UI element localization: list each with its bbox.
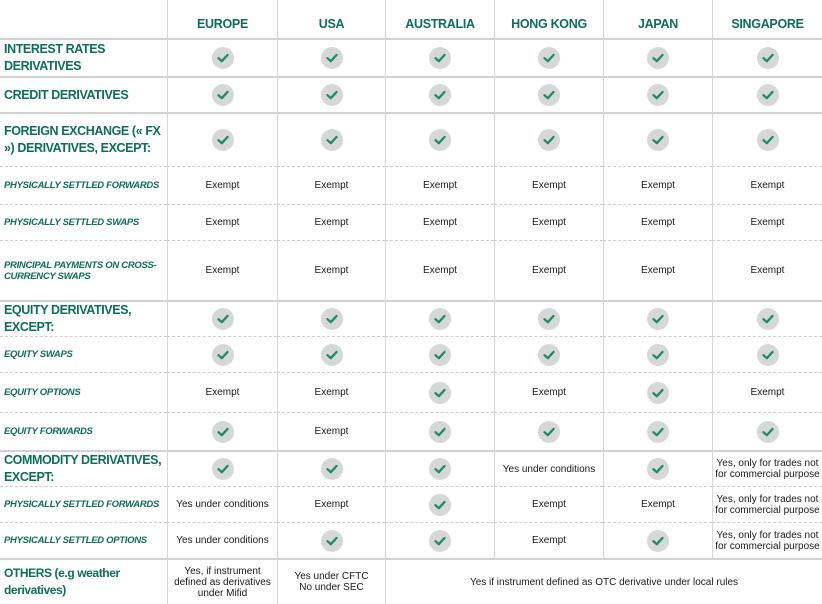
table-cell (167, 336, 277, 372)
table-cell (385, 336, 494, 372)
table-cell (167, 204, 277, 240)
check-icon (757, 47, 779, 69)
table-cell (277, 166, 385, 204)
check-icon (429, 129, 451, 151)
row-label: EQUITY DERIVATIVES, EXCEPT: (0, 300, 167, 336)
others-rest (385, 558, 822, 604)
table-cell (277, 522, 385, 558)
table-cell (603, 300, 712, 336)
cell-value: Exempt (205, 180, 240, 191)
table-cell (277, 412, 385, 450)
table-cell (385, 450, 494, 486)
table-cell (494, 166, 603, 204)
table-cell (167, 522, 277, 558)
header-corner (0, 0, 167, 38)
table-cell (494, 204, 603, 240)
cell-value: Exempt (423, 217, 457, 228)
check-icon (429, 308, 451, 330)
column-header: SINGAPORE (712, 0, 822, 38)
check-icon (647, 129, 669, 151)
check-icon (212, 47, 234, 69)
cell-value: Yes under conditions (176, 499, 269, 510)
cell-value: Exempt (314, 426, 349, 437)
table-cell (494, 112, 603, 166)
table-cell (712, 300, 822, 336)
table-cell (385, 166, 494, 204)
cell-value: Yes, only for trades not for commercial purpose (715, 458, 820, 480)
check-icon (647, 382, 669, 404)
check-icon (429, 84, 451, 106)
table-cell (277, 76, 385, 112)
table-cell (712, 204, 822, 240)
table-cell (712, 240, 822, 300)
check-icon (321, 129, 343, 151)
table-cell (603, 38, 712, 76)
cell-value: Exempt (532, 499, 566, 510)
table-cell (277, 240, 385, 300)
table-cell (277, 38, 385, 76)
table-cell (385, 38, 494, 76)
check-icon (538, 129, 560, 151)
table-cell (494, 522, 603, 558)
cell-value: Exempt (532, 180, 566, 191)
table-cell (712, 76, 822, 112)
check-icon (429, 530, 451, 552)
check-icon (321, 458, 343, 480)
row-label: EQUITY OPTIONS (0, 372, 167, 412)
cell-value: Exempt (641, 499, 675, 510)
others-europe (167, 558, 277, 604)
table-cell (712, 112, 822, 166)
row-label: EQUITY FORWARDS (0, 412, 167, 450)
cell-value: Exempt (750, 180, 785, 191)
cell-value: Yes if instrument defined as OTC derivative under local rules (469, 576, 739, 588)
table-cell (385, 412, 494, 450)
check-icon (321, 344, 343, 366)
cell-value: Exempt (314, 265, 349, 276)
check-icon (538, 47, 560, 69)
check-icon (647, 344, 669, 366)
column-header: AUSTRALIA (385, 0, 494, 38)
table-cell (277, 336, 385, 372)
cell-value: Yes, if instrument defined as derivatives under Mifid (174, 565, 271, 599)
table-cell (603, 76, 712, 112)
table-cell (494, 300, 603, 336)
row-label: EQUITY SWAPS (0, 336, 167, 372)
check-icon (647, 458, 669, 480)
table-cell (603, 336, 712, 372)
cell-value: Exempt (750, 217, 785, 228)
table-cell (277, 450, 385, 486)
table-cell (277, 300, 385, 336)
cell-value: Yes under conditions (502, 463, 596, 475)
table-cell (494, 240, 603, 300)
table-cell (385, 300, 494, 336)
cell-value: Exempt (532, 387, 566, 398)
cell-value: Exempt (750, 265, 785, 276)
table-cell (167, 240, 277, 300)
table-cell (603, 166, 712, 204)
check-icon (757, 84, 779, 106)
table-cell (603, 204, 712, 240)
cell-value: No under SEC (299, 582, 364, 593)
row-label: FOREIGN EXCHANGE (« FX ») DERIVATIVES, EXCEPT: (0, 112, 167, 166)
row-label: COMMODITY DERIVATIVES, EXCEPT: (0, 450, 167, 486)
table-cell (603, 486, 712, 522)
cell-value: Exempt (205, 265, 240, 276)
table-cell (167, 412, 277, 450)
column-header: HONG KONG (494, 0, 603, 38)
table-cell (712, 450, 822, 486)
cell-value: Exempt (532, 265, 566, 276)
row-label: CREDIT DERIVATIVES (0, 76, 167, 112)
row-label: PHYSICALLY SETTLED FORWARDS (0, 486, 167, 522)
table-cell (494, 336, 603, 372)
check-icon (429, 47, 451, 69)
table-cell (603, 522, 712, 558)
table-cell (167, 300, 277, 336)
table-cell (277, 372, 385, 412)
column-header: EUROPE (167, 0, 277, 38)
check-icon (212, 458, 234, 480)
table-cell (385, 240, 494, 300)
table-cell (712, 166, 822, 204)
check-icon (647, 421, 669, 443)
check-icon (429, 494, 451, 516)
table-cell (712, 412, 822, 450)
table-cell (494, 450, 603, 486)
table-cell (712, 486, 822, 522)
row-label: PHYSICALLY SETTLED FORWARDS (0, 166, 167, 204)
cell-value: Exempt (750, 387, 785, 398)
check-icon (757, 344, 779, 366)
check-icon (647, 530, 669, 552)
table-cell (494, 76, 603, 112)
table-cell (603, 450, 712, 486)
check-icon (321, 308, 343, 330)
cell-value: Exempt (532, 217, 566, 228)
table-cell (277, 112, 385, 166)
column-header: USA (277, 0, 385, 38)
table-cell (494, 412, 603, 450)
cell-value: Exempt (641, 217, 675, 228)
table-cell (712, 522, 822, 558)
check-icon (321, 530, 343, 552)
row-label: PHYSICALLY SETTLED OPTIONS (0, 522, 167, 558)
table-cell (603, 412, 712, 450)
table-cell (712, 372, 822, 412)
check-icon (757, 421, 779, 443)
cell-value: Exempt (641, 180, 675, 191)
table-cell (385, 522, 494, 558)
check-icon (429, 421, 451, 443)
table-cell (385, 112, 494, 166)
check-icon (212, 308, 234, 330)
cell-value: Exempt (314, 387, 349, 398)
row-label-others: OTHERS (e.g weather derivatives) (0, 558, 167, 604)
table-cell (167, 166, 277, 204)
check-icon (212, 84, 234, 106)
cell-value: Exempt (423, 265, 457, 276)
table-cell (167, 372, 277, 412)
table-cell (385, 76, 494, 112)
check-icon (429, 382, 451, 404)
check-icon (757, 308, 779, 330)
table-cell (603, 112, 712, 166)
table-cell (167, 38, 277, 76)
check-icon (538, 421, 560, 443)
row-label: PHYSICALLY SETTLED SWAPS (0, 204, 167, 240)
table-cell (494, 38, 603, 76)
check-icon (212, 421, 234, 443)
cell-value: Exempt (205, 387, 240, 398)
table-cell (712, 336, 822, 372)
table-cell (385, 204, 494, 240)
table-cell (603, 372, 712, 412)
cell-value: Exempt (314, 499, 349, 510)
check-icon (647, 308, 669, 330)
table-cell (167, 450, 277, 486)
cell-value: Exempt (314, 217, 349, 228)
table-cell (603, 240, 712, 300)
column-header: JAPAN (603, 0, 712, 38)
cell-value: Exempt (641, 265, 675, 276)
check-icon (538, 344, 560, 366)
check-icon (321, 47, 343, 69)
others-usa (277, 558, 385, 604)
check-icon (212, 129, 234, 151)
table-cell (712, 38, 822, 76)
table-cell (167, 486, 277, 522)
row-label: INTEREST RATES DERIVATIVES (0, 38, 167, 76)
check-icon (321, 84, 343, 106)
table-cell (385, 372, 494, 412)
table-cell (167, 112, 277, 166)
table-cell (277, 204, 385, 240)
check-icon (538, 84, 560, 106)
cell-value: Exempt (314, 180, 349, 191)
table-cell (385, 486, 494, 522)
check-icon (647, 84, 669, 106)
table-cell (277, 486, 385, 522)
check-icon (429, 458, 451, 480)
check-icon (212, 344, 234, 366)
cell-value: Exempt (205, 217, 240, 228)
check-icon (757, 129, 779, 151)
row-label: PRINCIPAL PAYMENTS ON CROSS-CURRENCY SWAPS (0, 240, 167, 300)
check-icon (429, 344, 451, 366)
check-icon (538, 308, 560, 330)
check-icon (647, 47, 669, 69)
cell-value: Yes under conditions (176, 535, 269, 546)
cell-value: Exempt (423, 180, 457, 191)
cell-value: Yes under CFTC (294, 571, 369, 582)
table-cell (167, 76, 277, 112)
cell-value: Exempt (532, 535, 566, 546)
cell-value: Yes, only for trades not for commercial purpose (715, 529, 820, 552)
cell-value: Yes, only for trades not for commercial purpose (715, 493, 820, 516)
table-cell (494, 486, 603, 522)
table-cell (494, 372, 603, 412)
